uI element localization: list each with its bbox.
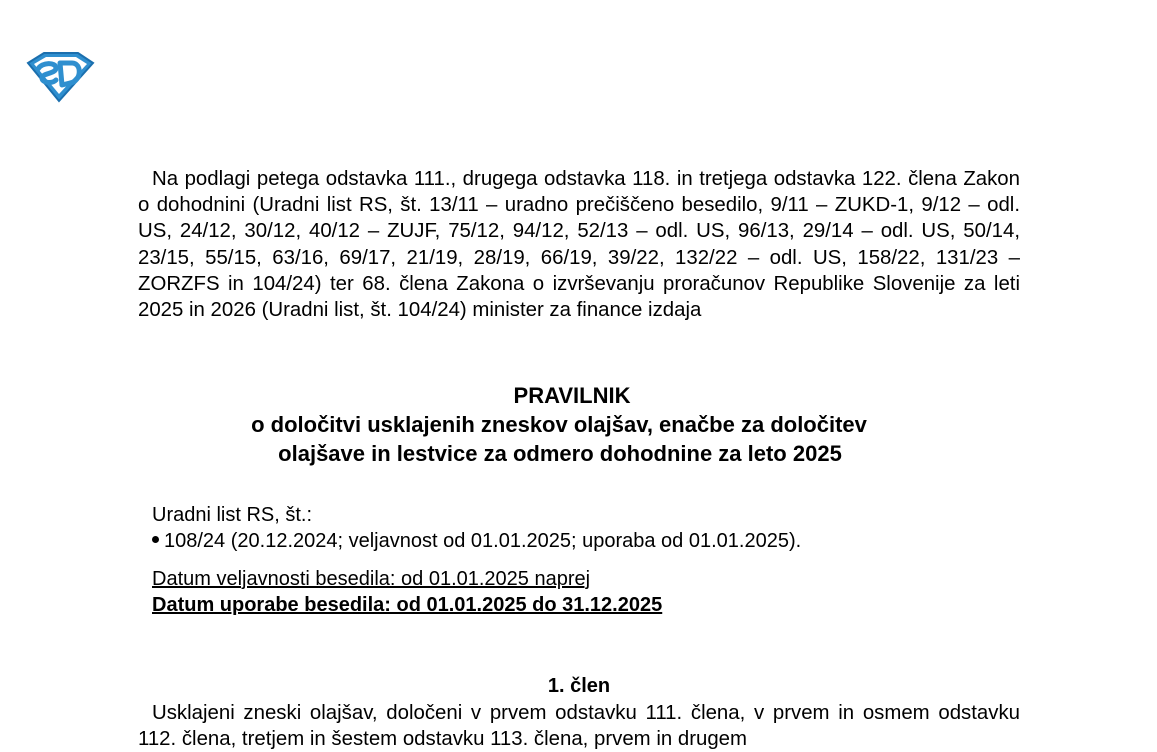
gazette-entry-text: 108/24 (20.12.2024; veljavnost od 01.01.2025; uporaba od 01.01.2025). xyxy=(164,530,802,552)
bullet-icon xyxy=(152,536,159,543)
gazette-label: Uradni list RS, št.: xyxy=(152,504,313,526)
regulation-title xyxy=(138,381,1020,468)
validity-date: Datum veljavnosti besedila: od 01.01.2025 naprej xyxy=(152,568,591,590)
article-1-text: Usklajeni zneski olajšav, določeni v prvem odstavku 111. člena, v prvem in osmem odstavku 112. člena, tretjem in šestem odstavku 113. člena, prvem in drugem xyxy=(138,702,1020,751)
gazette-entry xyxy=(152,528,801,554)
article-1-heading: 1. člen xyxy=(547,675,611,697)
intro-paragraph: Na podlagi petega odstavka 111., drugega odstavka 118. in tretjega odstavka 122. člena Zakon o dohodnini (Uradni list RS, št. 13/11 – uradno prečiščeno besedilo, 9/11 – ZUKD-1, 9/12 – odl. US, 24/12, 30/12, 40/12 – ZUJF, 75/12, 94/12, 52/13 – odl. US, 96/13, 29/14 – odl. US, 50/14, 23/15, 55/15, 63/16, 69/17, 21/19, 28/19, 66/19, 39/22, 132/22 – odl. US, 158/22, 131/23 – ZORZFS in 104/24) ter 68. člena Zakona o izvrševanju proračunov Republike Slovenije za leti 2025 in 2026 (Uradni list, št. 104/24) minister za finance izdaja xyxy=(138,168,1020,322)
usage-date: Datum uporabe besedila: od 01.01.2025 do 31.12.2025 xyxy=(152,594,663,616)
title-line-1: PRAVILNIK xyxy=(513,383,631,408)
title-line-2: o določitvi usklajenih zneskov olajšav, enačbe za določitev xyxy=(251,412,867,437)
title-line-3: olajšave in lestvice za odmero dohodnine za leto 2025 xyxy=(278,441,842,466)
sd-logo xyxy=(22,49,96,103)
